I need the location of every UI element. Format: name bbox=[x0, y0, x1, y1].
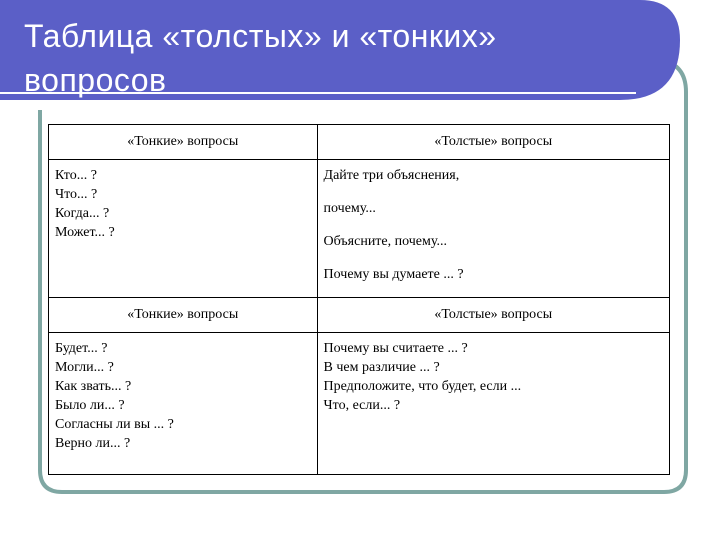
table-row-2 bbox=[49, 333, 670, 475]
thin-questions-cell-2 bbox=[49, 333, 318, 475]
thin-questions-cell-1 bbox=[49, 160, 318, 298]
list-item: Согласны ли вы ... ? bbox=[55, 417, 174, 432]
list-item: Верно ли... ? bbox=[55, 436, 131, 451]
questions-table-wrap bbox=[48, 124, 670, 475]
table-row-1 bbox=[49, 160, 670, 298]
list-item: почему... bbox=[323, 201, 376, 216]
page-title: Таблица «толстых» и «тонких» вопросов bbox=[24, 18, 497, 98]
list-item: Было ли... ? bbox=[55, 398, 125, 413]
list-item: Кто... ? bbox=[55, 168, 97, 183]
list-item: Что... ? bbox=[55, 187, 98, 202]
list-item: Как звать... ? bbox=[55, 379, 132, 394]
header-thick-1: «Толстые» вопросы bbox=[317, 125, 669, 160]
thick-questions-cell-1 bbox=[317, 160, 669, 298]
list-item: В чем различие ... ? bbox=[323, 360, 440, 375]
list-item: Могли... ? bbox=[55, 360, 114, 375]
table-header-row-1 bbox=[49, 125, 670, 160]
list-item: Объясните, почему... bbox=[323, 234, 447, 249]
header-thin-1: «Тонкие» вопросы bbox=[49, 125, 318, 160]
list-item: Что, если... ? bbox=[323, 398, 401, 413]
questions-table bbox=[48, 124, 670, 475]
header-thick-2: «Толстые» вопросы bbox=[317, 298, 669, 333]
thick-questions-cell-2 bbox=[317, 333, 669, 475]
list-item: Дайте три объяснения, bbox=[323, 168, 460, 183]
list-item: Может... ? bbox=[55, 225, 115, 240]
list-item: Будет... ? bbox=[55, 341, 108, 356]
list-item: Когда... ? bbox=[55, 206, 110, 221]
list-item: Предположите, что будет, если ... bbox=[323, 379, 522, 394]
list-item: Почему вы считаете ... ? bbox=[323, 341, 468, 356]
table-header-row-2 bbox=[49, 298, 670, 333]
header-thin-2: «Тонкие» вопросы bbox=[49, 298, 318, 333]
list-item: Почему вы думаете ... ? bbox=[323, 267, 464, 282]
